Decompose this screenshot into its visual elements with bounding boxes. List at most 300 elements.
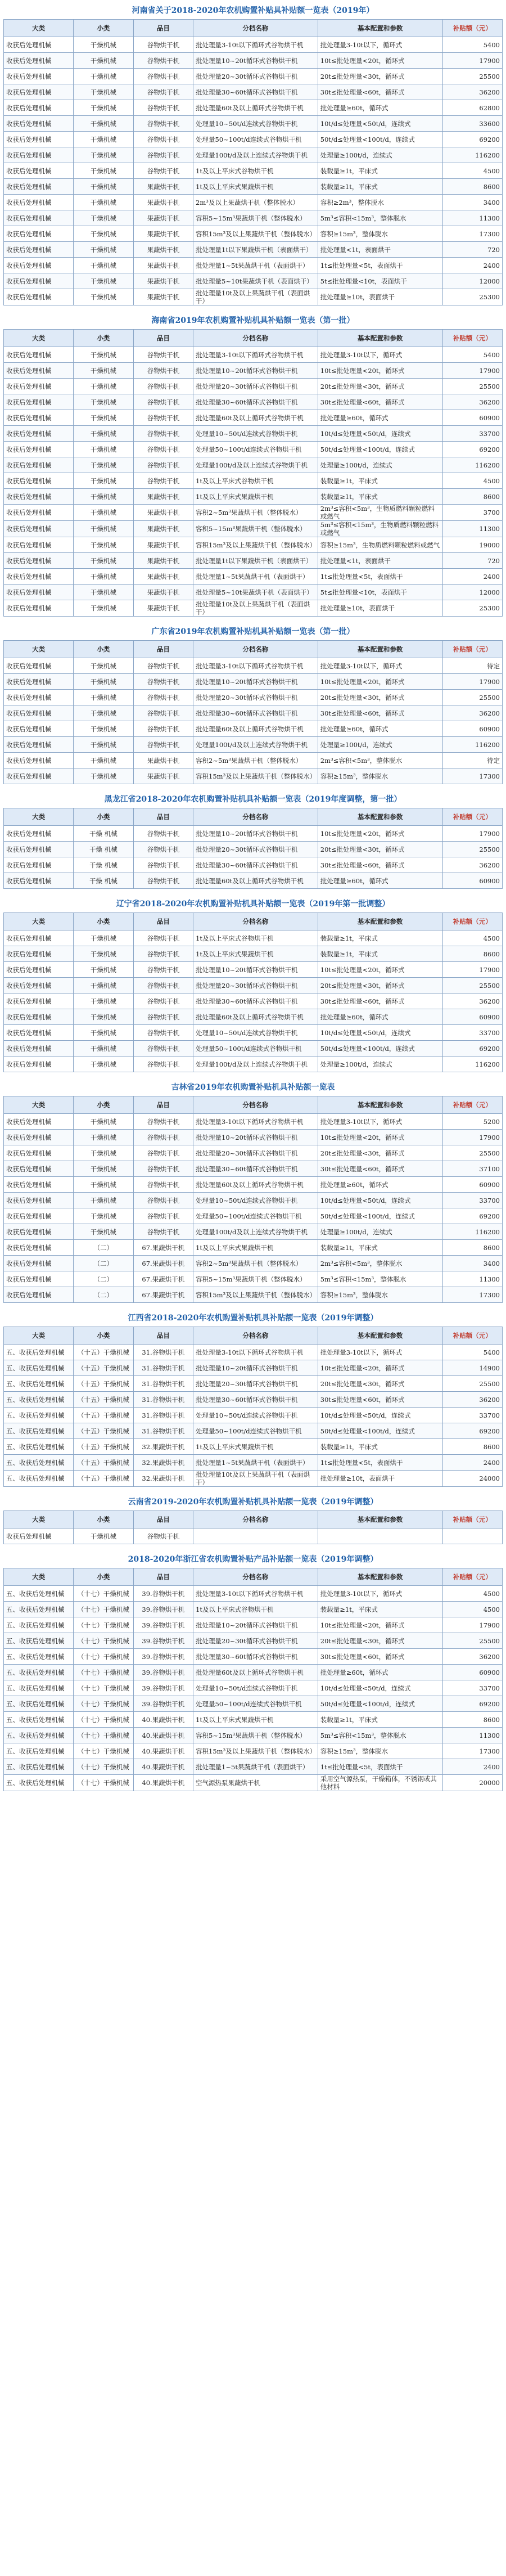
table-row	[4, 1775, 503, 1791]
table-cell: 40.果蔬烘干机	[133, 1743, 193, 1759]
table-row	[4, 489, 503, 505]
table-cell: 20t≤批处理量<30t，循环式	[318, 69, 442, 84]
table-row	[4, 826, 503, 842]
table-cell: 30t≤批处理量<60t，循环式	[318, 705, 442, 721]
table-cell: 收获后处理机械	[4, 163, 74, 179]
table-cell: 处理量50~100t/d连续式谷物烘干机	[193, 1423, 318, 1439]
table-row	[4, 37, 503, 53]
subsidy-table-section	[3, 1494, 503, 1544]
column-header: 基本配置和参数	[318, 641, 442, 658]
table-cell: （二）	[74, 1271, 133, 1287]
table-cell: （十五）干燥机械	[74, 1376, 133, 1392]
table-cell: 干燥机械	[74, 569, 133, 585]
table-row	[4, 1712, 503, 1728]
table-cell: 干燥机械	[74, 962, 133, 978]
table-cell: 批处理量3-10t以下循环式谷物烘干机	[193, 1586, 318, 1602]
table-cell: 批处理量20~30t循环式谷物烘干机	[193, 1145, 318, 1161]
table-cell: 谷物烘干机	[133, 1193, 193, 1208]
table-cell: 1t及以上平床式谷物烘干机	[193, 930, 318, 946]
table-row	[4, 842, 503, 857]
table-cell: 39.谷物烘干机	[133, 1680, 193, 1696]
table-row	[4, 569, 503, 585]
column-header: 基本配置和参数	[318, 913, 442, 930]
table-cell: 36200	[442, 1649, 502, 1665]
table-cell: 干燥机械	[74, 1528, 133, 1544]
table-cell: 2m³≤容积<5m³，整体脱水	[318, 753, 442, 768]
table-cell: 干燥机械	[74, 946, 133, 962]
table-cell	[193, 1528, 318, 1544]
column-header: 品目	[133, 1327, 193, 1345]
column-header: 小类	[74, 808, 133, 826]
table-cell: 收获后处理机械	[4, 962, 74, 978]
table-cell: 批处理量≥60t，循环式	[318, 100, 442, 116]
table-cell: 8600	[442, 1240, 502, 1256]
table-cell: 批处理量20~30t循环式谷物烘干机	[193, 842, 318, 857]
table-row	[4, 116, 503, 132]
table-cell: 干燥机械	[74, 473, 133, 489]
table-cell: 五、收获后处理机械	[4, 1360, 74, 1376]
table-cell: 收获后处理机械	[4, 1041, 74, 1057]
table-row	[4, 1602, 503, 1617]
column-header: 大类	[4, 1096, 74, 1114]
table-cell: 干燥机械	[74, 347, 133, 363]
table-cell: 批处理量1t以下果蔬烘干机（表面烘干）	[193, 242, 318, 258]
table-cell: 33700	[442, 1680, 502, 1696]
table-cell: 33700	[442, 1193, 502, 1208]
table-cell: 60900	[442, 1665, 502, 1680]
table-row	[4, 147, 503, 163]
table-cell: 收获后处理机械	[4, 53, 74, 69]
table-cell: 干燥机械	[74, 84, 133, 100]
table-cell: 批处理量3-10t以下循环式谷物烘干机	[193, 37, 318, 53]
table-cell: 39.谷物烘干机	[133, 1665, 193, 1680]
table-cell: 收获后处理机械	[4, 753, 74, 768]
table-cell: 干燥机械	[74, 521, 133, 537]
table-cell: 1t及以上平床式果蔬烘干机	[193, 1240, 318, 1256]
table-cell: 62800	[442, 100, 502, 116]
table-cell: 谷物烘干机	[133, 379, 193, 394]
table-cell: 干燥机械	[74, 1130, 133, 1145]
subsidy-table-section	[3, 2, 503, 305]
subsidy-table	[3, 329, 503, 617]
table-cell	[442, 1528, 502, 1544]
table-cell: 干燥机械	[74, 1224, 133, 1240]
table-cell: 1t及以上平床式果蔬烘干机	[193, 489, 318, 505]
table-cell: 干燥机械	[74, 674, 133, 690]
section-title: 江西省2018-2020年农机购置补贴机具补贴额一览表（2019年调整）	[128, 1314, 378, 1323]
table-cell: 谷物烘干机	[133, 100, 193, 116]
table-cell: 收获后处理机械	[4, 600, 74, 617]
table-cell: 67.果蔬烘干机	[133, 1240, 193, 1256]
table-cell: 30t≤批处理量<60t，循环式	[318, 993, 442, 1009]
table-cell: 1t≤批处理量<5t，表面烘干	[318, 258, 442, 273]
table-row	[4, 1423, 503, 1439]
table-cell: 五、收获后处理机械	[4, 1775, 74, 1791]
table-cell: （十七）干燥机械	[74, 1617, 133, 1633]
table-row	[4, 1041, 503, 1057]
column-header: 基本配置和参数	[318, 1511, 442, 1528]
table-cell: 批处理量20~30t循环式谷物烘干机	[193, 69, 318, 84]
table-cell: 10t≤批处理量<20t，循环式	[318, 53, 442, 69]
table-cell: 容积≥15m³，生物质燃料颗粒燃料或燃气	[318, 537, 442, 553]
table-cell: 干燥机械	[74, 1041, 133, 1057]
table-cell: 1t≤批处理量<5t，表面烘干	[318, 569, 442, 585]
table-cell: 干燥机械	[74, 100, 133, 116]
column-header: 大类	[4, 1511, 74, 1528]
table-cell: 处理量50~100t/d连续式谷物烘干机	[193, 442, 318, 457]
table-cell: 谷物烘干机	[133, 1145, 193, 1161]
table-cell: （十七）干燥机械	[74, 1696, 133, 1712]
table-cell: 收获后处理机械	[4, 69, 74, 84]
column-header: 补贴额（元）	[442, 330, 502, 347]
table-header-row	[4, 1511, 503, 1528]
table-cell: 收获后处理机械	[4, 1256, 74, 1271]
table-cell: 果蔬烘干机	[133, 569, 193, 585]
table-cell: 处理量50~100t/d连续式谷物烘干机	[193, 1041, 318, 1057]
table-cell: 24000	[442, 1471, 502, 1487]
table-cell: 2400	[442, 1759, 502, 1775]
table-row	[4, 226, 503, 242]
table-cell: 批处理量30~60t循环式谷物烘干机	[193, 1649, 318, 1665]
column-header: 大类	[4, 808, 74, 826]
table-cell: 果蔬烘干机	[133, 768, 193, 784]
table-row	[4, 410, 503, 426]
table-cell: 收获后处理机械	[4, 1528, 74, 1544]
table-cell: 批处理量30~60t循环式谷物烘干机	[193, 1161, 318, 1177]
table-row	[4, 553, 503, 569]
table-cell: 干燥机械	[74, 195, 133, 210]
table-row	[4, 1759, 503, 1775]
table-cell: 2400	[442, 569, 502, 585]
table-cell: 5400	[442, 347, 502, 363]
table-cell: 干燥机械	[74, 132, 133, 147]
table-cell: 2400	[442, 1455, 502, 1471]
table-row	[4, 1633, 503, 1649]
table-cell: 30t≤批处理量<60t，循环式	[318, 1649, 442, 1665]
table-cell: 720	[442, 242, 502, 258]
table-cell: 果蔬烘干机	[133, 273, 193, 289]
table-cell: 批处理量30~60t循环式谷物烘干机	[193, 1392, 318, 1408]
table-cell: 4500	[442, 1586, 502, 1602]
table-cell: 五、收获后处理机械	[4, 1439, 74, 1455]
table-cell: 容积15m³及以上果蔬烘干机（整体脱水）	[193, 1743, 318, 1759]
table-cell: 25300	[442, 289, 502, 305]
table-cell: 收获后处理机械	[4, 537, 74, 553]
table-cell: 收获后处理机械	[4, 179, 74, 195]
column-header: 小类	[74, 913, 133, 930]
table-cell: 处理量10~50t/d连续式谷物烘干机	[193, 1193, 318, 1208]
column-header: 基本配置和参数	[318, 1568, 442, 1586]
table-cell: 容积2~5m³果蔬烘干机（整体脱水）	[193, 753, 318, 768]
table-cell: 五、收获后处理机械	[4, 1392, 74, 1408]
subsidy-table-section	[3, 791, 503, 889]
table-row	[4, 537, 503, 553]
table-cell: 五、收获后处理机械	[4, 1617, 74, 1633]
table-cell: 谷物烘干机	[133, 347, 193, 363]
table-cell: 装载量≥1t，平床式	[318, 1240, 442, 1256]
table-cell: 谷物烘干机	[133, 426, 193, 442]
table-cell: 谷物烘干机	[133, 857, 193, 873]
table-cell: 批处理量1~5t果蔬烘干机（表面烘干）	[193, 258, 318, 273]
table-row	[4, 753, 503, 768]
table-cell: 33700	[442, 426, 502, 442]
table-cell: 装载量≥1t，平床式	[318, 473, 442, 489]
column-header: 分档名称	[193, 808, 318, 826]
table-row	[4, 1617, 503, 1633]
table-cell: 25500	[442, 842, 502, 857]
table-cell: 1t及以上平床式果蔬烘干机	[193, 946, 318, 962]
table-cell: 处理量≥100t/d，连续式	[318, 1057, 442, 1072]
table-cell: 收获后处理机械	[4, 946, 74, 962]
table-row	[4, 737, 503, 753]
table-cell: 收获后处理机械	[4, 553, 74, 569]
table-cell: 批处理量1~5t果蔬烘干机（表面烘干）	[193, 569, 318, 585]
table-cell: 批处理量30~60t循环式谷物烘干机	[193, 705, 318, 721]
table-row	[4, 1161, 503, 1177]
table-row	[4, 84, 503, 100]
table-cell: 干燥机械	[74, 379, 133, 394]
table-cell: 五、收获后处理机械	[4, 1665, 74, 1680]
subsidy-table	[3, 1510, 503, 1544]
table-row	[4, 1025, 503, 1041]
table-cell: 8600	[442, 489, 502, 505]
table-header-row	[4, 913, 503, 930]
table-cell: 干燥机械	[74, 753, 133, 768]
table-cell: 干燥机械	[74, 930, 133, 946]
table-cell: 收获后处理机械	[4, 521, 74, 537]
table-cell: 收获后处理机械	[4, 289, 74, 305]
table-cell: 10t≤批处理量<20t，循环式	[318, 674, 442, 690]
table-cell: （十七）干燥机械	[74, 1586, 133, 1602]
table-cell: 批处理量≥60t，循环式	[318, 1009, 442, 1025]
table-cell: 容积≥15m³，整体脱水	[318, 1287, 442, 1303]
table-row	[4, 946, 503, 962]
table-cell: 处理量10~50t/d连续式谷物烘干机	[193, 426, 318, 442]
table-cell: 批处理量10t及以上果蔬烘干机（表面烘干）	[193, 600, 318, 617]
table-cell: 干燥机械	[74, 658, 133, 674]
column-header: 品目	[133, 330, 193, 347]
table-cell: 批处理量30~60t循环式谷物烘干机	[193, 394, 318, 410]
table-cell: 谷物烘干机	[133, 873, 193, 889]
table-cell: 处理量≥100t/d，连续式	[318, 737, 442, 753]
table-cell: 17900	[442, 363, 502, 379]
table-cell: 30t≤批处理量<60t，循环式	[318, 394, 442, 410]
table-row	[4, 210, 503, 226]
column-header: 补贴额（元）	[442, 913, 502, 930]
table-row	[4, 1455, 503, 1471]
table-cell: 25500	[442, 1376, 502, 1392]
table-row	[4, 1114, 503, 1130]
table-cell: 12000	[442, 585, 502, 600]
column-header: 基本配置和参数	[318, 808, 442, 826]
table-cell: 五、收获后处理机械	[4, 1696, 74, 1712]
table-cell: 干燥机械	[74, 1161, 133, 1177]
table-cell: 干燥机械	[74, 37, 133, 53]
table-cell: 12000	[442, 273, 502, 289]
table-cell: 收获后处理机械	[4, 410, 74, 426]
table-cell: 50t/d≤处理量<100t/d，连续式	[318, 1423, 442, 1439]
table-cell: 8600	[442, 1712, 502, 1728]
table-row	[4, 1528, 503, 1544]
table-cell: 五、收获后处理机械	[4, 1345, 74, 1360]
table-cell: 谷物烘干机	[133, 84, 193, 100]
table-cell: 批处理量60t及以上循环式谷物烘干机	[193, 1009, 318, 1025]
subsidy-table-section	[3, 623, 503, 784]
table-cell: 收获后处理机械	[4, 658, 74, 674]
table-cell: 批处理量≥10t，表面烘干	[318, 1471, 442, 1487]
table-row	[4, 363, 503, 379]
table-cell: 20t≤批处理量<30t，循环式	[318, 379, 442, 394]
table-cell: 69200	[442, 1423, 502, 1439]
subsidy-table	[3, 19, 503, 305]
column-header: 品目	[133, 1096, 193, 1114]
table-row	[4, 1728, 503, 1743]
table-cell: 10t/d≤处理量<50t/d，连续式	[318, 1680, 442, 1696]
table-cell: 容积2~5m³果蔬烘干机（整体脱水）	[193, 1256, 318, 1271]
column-header: 分档名称	[193, 641, 318, 658]
table-cell: 收获后处理机械	[4, 1193, 74, 1208]
table-cell: 谷物烘干机	[133, 1208, 193, 1224]
table-row	[4, 962, 503, 978]
table-cell: 5200	[442, 1114, 502, 1130]
column-header: 分档名称	[193, 1568, 318, 1586]
table-cell: （十七）干燥机械	[74, 1759, 133, 1775]
table-cell: 谷物烘干机	[133, 363, 193, 379]
table-cell: 干燥机械	[74, 116, 133, 132]
table-cell: 批处理量60t及以上循环式谷物烘干机	[193, 873, 318, 889]
column-header: 大类	[4, 641, 74, 658]
table-cell: 批处理量≥60t，循环式	[318, 1177, 442, 1193]
table-cell: 10t/d≤处理量<50t/d，连续式	[318, 116, 442, 132]
table-cell: 批处理量10~20t循环式谷物烘干机	[193, 962, 318, 978]
table-row	[4, 1287, 503, 1303]
table-cell: 收获后处理机械	[4, 1025, 74, 1041]
table-cell: 17300	[442, 1287, 502, 1303]
table-cell: 20t≤批处理量<30t，循环式	[318, 978, 442, 993]
table-cell: 116200	[442, 1224, 502, 1240]
table-cell: 8600	[442, 946, 502, 962]
table-cell: 1t≤批处理量<5t，表面烘干	[318, 1759, 442, 1775]
table-cell: 收获后处理机械	[4, 705, 74, 721]
table-header-row	[4, 330, 503, 347]
table-cell: 处理量50~100t/d连续式谷物烘干机	[193, 132, 318, 147]
table-row	[4, 1439, 503, 1455]
table-cell: 谷物烘干机	[133, 1057, 193, 1072]
table-cell: 装载量≥1t，平床式	[318, 1712, 442, 1728]
table-cell: 116200	[442, 737, 502, 753]
table-cell: 处理量≥100t/d，连续式	[318, 1224, 442, 1240]
table-cell: 干燥机械	[74, 737, 133, 753]
table-cell: 批处理量20~30t循环式谷物烘干机	[193, 379, 318, 394]
table-cell: 五、收获后处理机械	[4, 1649, 74, 1665]
table-cell: 装载量≥1t，平床式	[318, 163, 442, 179]
table-cell: 收获后处理机械	[4, 84, 74, 100]
table-cell: 5m³≤容积<15m³，整体脱水	[318, 210, 442, 226]
table-row	[4, 873, 503, 889]
table-cell: 11300	[442, 1728, 502, 1743]
column-header: 小类	[74, 20, 133, 37]
table-cell: 收获后处理机械	[4, 978, 74, 993]
table-cell: 31.谷物烘干机	[133, 1376, 193, 1392]
section-title: 广东省2019年农机购置补贴机具补贴额一览表（第一批）	[151, 627, 355, 636]
table-cell: 干燥机械	[74, 721, 133, 737]
table-cell: 17900	[442, 674, 502, 690]
table-cell: 批处理量3-10t以下循环式谷物烘干机	[193, 1114, 318, 1130]
table-row	[4, 857, 503, 873]
table-cell: 干燥机械	[74, 394, 133, 410]
table-cell: 收获后处理机械	[4, 674, 74, 690]
table-cell: 5400	[442, 37, 502, 53]
table-cell: 容积≥2m³，整体脱水	[318, 195, 442, 210]
table-cell: 收获后处理机械	[4, 1161, 74, 1177]
table-row	[4, 457, 503, 473]
table-cell: 谷物烘干机	[133, 1009, 193, 1025]
table-cell: 4500	[442, 163, 502, 179]
table-cell: 40.果蔬烘干机	[133, 1775, 193, 1791]
table-cell: 20t≤批处理量<30t，循环式	[318, 690, 442, 705]
column-header: 小类	[74, 1511, 133, 1528]
table-row	[4, 1240, 503, 1256]
table-cell: 干燥机械	[74, 993, 133, 1009]
table-cell: 谷物烘干机	[133, 442, 193, 457]
table-cell: 67.果蔬烘干机	[133, 1256, 193, 1271]
column-header: 大类	[4, 1327, 74, 1345]
table-row	[4, 721, 503, 737]
section-title: 2018-2020年浙江省农机购置补贴产品补贴额一览表（2019年调整）	[128, 1555, 378, 1564]
subsidy-table-section	[3, 896, 503, 1072]
table-header-row	[4, 20, 503, 37]
table-cell: 批处理量10t及以上果蔬烘干机（表面烘干）	[193, 1471, 318, 1487]
table-row	[4, 690, 503, 705]
table-cell: 收获后处理机械	[4, 226, 74, 242]
table-cell: 果蔬烘干机	[133, 600, 193, 617]
table-cell: 处理量50~100t/d连续式谷物烘干机	[193, 1696, 318, 1712]
table-cell: 干燥机械	[74, 426, 133, 442]
table-cell: 五、收获后处理机械	[4, 1759, 74, 1775]
table-cell: 干燥机械	[74, 690, 133, 705]
table-cell: 收获后处理机械	[4, 210, 74, 226]
table-cell: 处理量100t/d及以上连续式谷物烘干机	[193, 1057, 318, 1072]
table-cell: 谷物烘干机	[133, 473, 193, 489]
table-cell: 批处理量<1t，表面烘干	[318, 553, 442, 569]
table-row	[4, 473, 503, 489]
table-cell: 69200	[442, 1041, 502, 1057]
table-cell: 批处理量5~10t果蔬烘干机（表面烘干）	[193, 273, 318, 289]
table-cell: 31.谷物烘干机	[133, 1408, 193, 1423]
table-cell: 干燥机械	[74, 442, 133, 457]
table-cell: 批处理量3-10t以下，循环式	[318, 1114, 442, 1130]
table-cell: 待定	[442, 658, 502, 674]
table-cell: 谷物烘干机	[133, 69, 193, 84]
table-cell: 谷物烘干机	[133, 721, 193, 737]
table-cell: 32.果蔬烘干机	[133, 1439, 193, 1455]
table-cell: 17300	[442, 768, 502, 784]
table-cell: 批处理量<1t，表面烘干	[318, 242, 442, 258]
table-cell: （十五）干燥机械	[74, 1408, 133, 1423]
table-cell: 收获后处理机械	[4, 473, 74, 489]
column-header: 品目	[133, 1511, 193, 1528]
table-cell: 11300	[442, 521, 502, 537]
table-cell: 五、收获后处理机械	[4, 1376, 74, 1392]
table-cell: 处理量100t/d及以上连续式谷物烘干机	[193, 457, 318, 473]
table-cell: 1t及以上平床式谷物烘干机	[193, 163, 318, 179]
table-row	[4, 273, 503, 289]
table-cell	[318, 1528, 442, 1544]
table-cell: 50t/d≤处理量<100t/d，连续式	[318, 1696, 442, 1712]
table-cell: 收获后处理机械	[4, 426, 74, 442]
table-cell: 果蔬烘干机	[133, 753, 193, 768]
section-title: 黑龙江省2018-2020年农机购置补贴机具补贴额一览表（2019年度调整，第一批）	[104, 795, 402, 804]
